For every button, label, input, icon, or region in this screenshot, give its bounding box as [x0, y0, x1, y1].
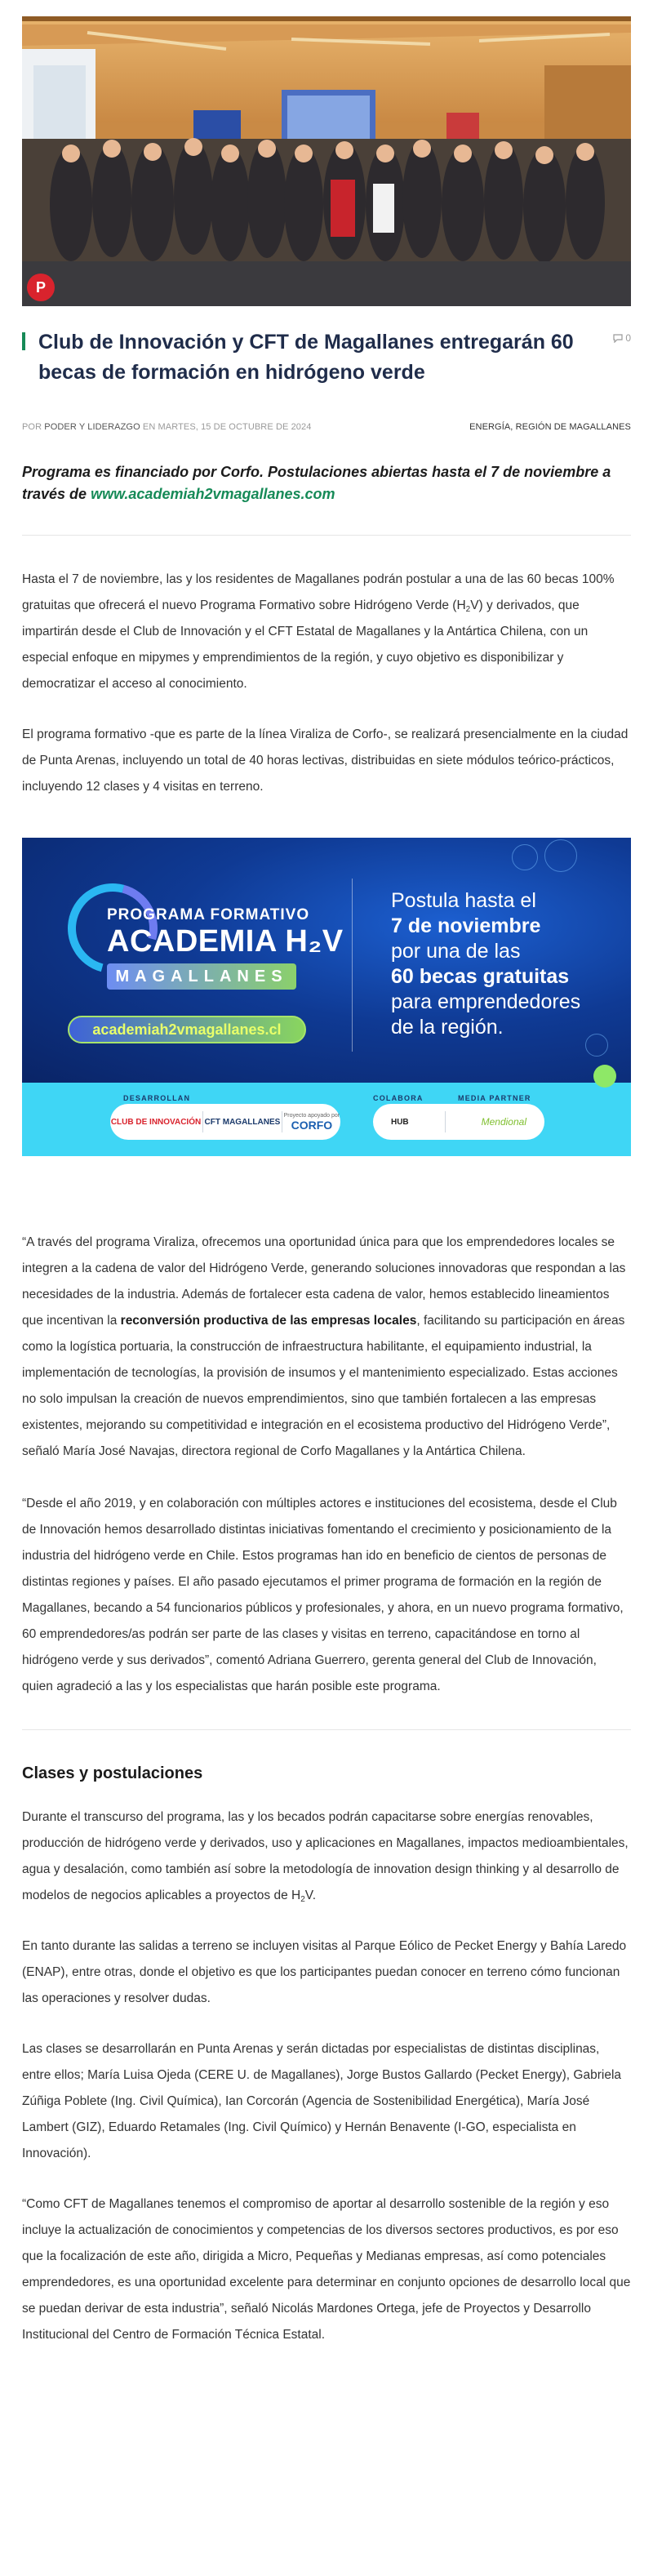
banner-line: Postula hasta el [391, 889, 536, 912]
banner-message [391, 888, 580, 1040]
publish-date: MARTES, 15 DE OCTUBRE DE 2024 [158, 422, 312, 432]
decor-dot [593, 1065, 616, 1088]
banner-region: MAGALLANES [107, 963, 296, 990]
section-paragraph-2: En tanto durante las salidas a terreno se incluyen visitas al Parque Eólico de Pecket Energy y Bahía Laredo (ENAP), entre otras, donde el objetivo es que los participantes puedan conocer en terreno cómo funcionan las operaciones y resolver dudas. [22, 1939, 627, 2005]
comments-link[interactable] [613, 332, 631, 344]
divider [22, 535, 631, 536]
banner-program-label: PROGRAMA FORMATIVO [107, 906, 310, 923]
on-label: EN [142, 422, 156, 432]
banner-line: para emprendedores [391, 990, 581, 1013]
bubble [544, 839, 577, 872]
paragraph-1 [22, 567, 631, 697]
club-innovacion-logo: CLUB DE INNOVACIÓN [110, 1117, 202, 1127]
label-collab: COLABORA [373, 1094, 424, 1102]
lead-text: Programa es financiado por Corfo. Postulaciones abiertas hasta el 7 de noviembre a través de [22, 464, 611, 502]
hub-logo: HUB [390, 1117, 409, 1127]
section-paragraph-4: “Como CFT de Magallanes tenemos el compromiso de aportar al desarrollo sostenible de la región y eso incluye la actualización de conocimientos y competencias de los diversos sectores productivos, es por eso que la focalización de este año, dirigida a Micro, Pequeñas y Medianas empresas, así como potenciales emprendedores, es una oportunidad excelente para determinar en conjunto opciones de desarrollo local que se puedan derivar de esta industria”, señaló Nicolás Mardones Ortega, jefe de Proyectos y Desarrollo Institucional del Centro de Formación Técnica Estatal. [22, 2197, 631, 2342]
pill-separator [202, 1111, 203, 1132]
article [22, 16, 631, 2348]
label-develop: DESARROLLAN [123, 1094, 191, 1102]
lead-paragraph [22, 461, 631, 505]
divider [22, 1729, 631, 1730]
banner-divider [352, 879, 353, 1052]
title-row [22, 327, 631, 388]
group-photo-illustration [22, 16, 631, 306]
banner-line: de la región. [391, 1016, 504, 1039]
bubble [512, 844, 538, 870]
page-title: Club de Innovación y CFT de Magallanes entregarán 60 becas de formación en hidrógeno verde [38, 331, 574, 384]
banner-line: 60 becas gratuitas [391, 965, 570, 988]
corfo-block [284, 1113, 340, 1132]
author-link[interactable]: PODER Y LIDERAZGO [44, 422, 140, 432]
byline [22, 422, 311, 432]
subscript: 2 [300, 1895, 305, 1904]
academy-banner [22, 838, 631, 1156]
article-meta [22, 422, 631, 432]
bubble [585, 1034, 608, 1057]
paragraph-1-text-b: V) y derivados, que impartirán desde el Club de Innovación y el CFT Estatal de Magallanes y la Antártica Chilena, con un especial enfoque en mipymes y emprendimientos de la región, y cuyo objetivo es disponibilizar y democratizar el acceso al conocimiento. [22, 598, 589, 691]
banner-url[interactable]: academiah2vmagallanes.cl [68, 1016, 306, 1043]
quote-corfo [22, 1230, 631, 1465]
lead-link[interactable]: www.academiah2vmagallanes.com [91, 486, 335, 502]
category-links[interactable]: ENERGÍA, REGIÓN DE MAGALLANES [469, 422, 631, 432]
section-paragraph-1-text-b: V. [304, 1889, 317, 1902]
partner-logos [373, 1104, 544, 1140]
by-label: POR [22, 422, 42, 432]
quote-club: “Desde el año 2019, y en colaboración con múltiples actores e instituciones del ecosistema, desde el Club de Innovación hemos desarrollado distintas iniciativas fomentando el crecimiento y posicionamiento de la industria del hidrógeno verde en Chile. Estos programas han ido en beneficio de cientos de personas de distintas regiones y países. El año pasado ejecutamos el primer programa de formación en la región de Magallanes, becando a 54 funcionarios públicos y profesionales, y ahora, en un nuevo programa formativo, 60 emprendedores/as podrán ser parte de las clases y visitas en terreno, capacitándose en torno al hidrógeno verde y sus derivados”, comentó Adriana Guerrero, gerenta general del Club de Innovación, quien agradeció a las y los especialistas que harán posible este programa. [22, 1497, 624, 1693]
support-label: Proyecto apoyado por [283, 1112, 340, 1119]
cft-logo: CFT MAGALLANES [204, 1117, 281, 1127]
quote-corfo-bold: reconversión productiva de las empresas locales [120, 1314, 417, 1328]
developers-logos [110, 1104, 340, 1140]
hero-photo [22, 16, 631, 306]
banner-line: 7 de noviembre [391, 914, 541, 937]
banner-academy-title: ACADEMIA H₂V [107, 924, 344, 959]
mendional-logo: Mendional [481, 1116, 526, 1128]
section-paragraph-1 [22, 1804, 631, 1909]
paragraph-2: El programa formativo -que es parte de la línea Viraliza de Corfo-, se realizará presencialmente en la ciudad de Punta Arenas, incluyendo un total de 40 horas lectivas, distribuidas en siete módulos teórico-prácticos, incluyendo 12 clases y 4 visitas en terreno. [22, 727, 629, 794]
title-accent-bar [22, 332, 25, 350]
section-paragraph-1-text-a: Durante el transcurso del programa, las y los becados podrán capacitarse sobre energías renovables, producción de hidrógeno verde y derivados, uso y aplicaciones en Magallanes, impactos medioambientales, agua y desalación, como también así sobre la metodología de innovation design thinking y al desarrollo de modelos de negocios aplicables a proyectos de H [22, 1810, 629, 1902]
subscript: 2 [465, 605, 471, 614]
site-logo-icon: P [27, 274, 55, 301]
section-heading: Clases y postulaciones [22, 1764, 203, 1782]
section-paragraph-3: Las clases se desarrollarán en Punta Arenas y serán dictadas por especialistas de distintas disciplinas, entre ellos; María Luisa Ojeda (CERE U. de Magallanes), Jorge Bustos Gallardo (Pecket Energy), Gabriela Zúñiga Poblete (Ing. Civil Química), Ian Corcorán (Agencia de Sostenibilidad Energética), María José Lambert (GIZ), Eduardo Retamales (Ing. Civil Químico) y Hernán Benavente (I-GO, especialista en Innovación). [22, 2042, 622, 2160]
label-media: MEDIA PARTNER [458, 1094, 531, 1102]
corfo-logo: CORFO [291, 1118, 333, 1132]
comments-count: 0 [625, 332, 631, 344]
quote-corfo-text-a: “A través del programa Viraliza, ofrecemos una oportunidad única para que los emprendedores locales se integren a la cadena de valor del Hidrógeno Verde, generando soluciones innovadoras que respondan a las necesidades de la industria. Además de fortalecer esta cadena de valor, hemos establecido lineamientos que incentivan la [22, 1235, 626, 1328]
comment-icon [613, 334, 623, 343]
banner-line: por una de las [391, 940, 521, 963]
pill-separator [445, 1111, 446, 1132]
paragraph-1-text-a: Hasta el 7 de noviembre, las y los residentes de Magallanes podrán postular a una de las 60 becas 100% gratuitas que ofrecerá el nuevo Programa Formativo sobre Hidrógeno Verde (H [22, 572, 615, 612]
quote-corfo-text-b: , facilitando su participación en áreas como la logística portuaria, la construcción de infraestructura habilitante, el equipamiento industrial, la implementación de tecnologías, la provisión de insumos y el mantenimiento especializado. Estas acciones no solo impulsan la creación de nuevos emprendimientos, sino que también fortalecen a las empresas existentes, mejorando su competitividad e integración en el ecosistema productivo del Hidrógeno Verde”, señaló María José Navajas, directora regional de Corfo Magallanes y la Antártica Chilena. [22, 1314, 625, 1458]
